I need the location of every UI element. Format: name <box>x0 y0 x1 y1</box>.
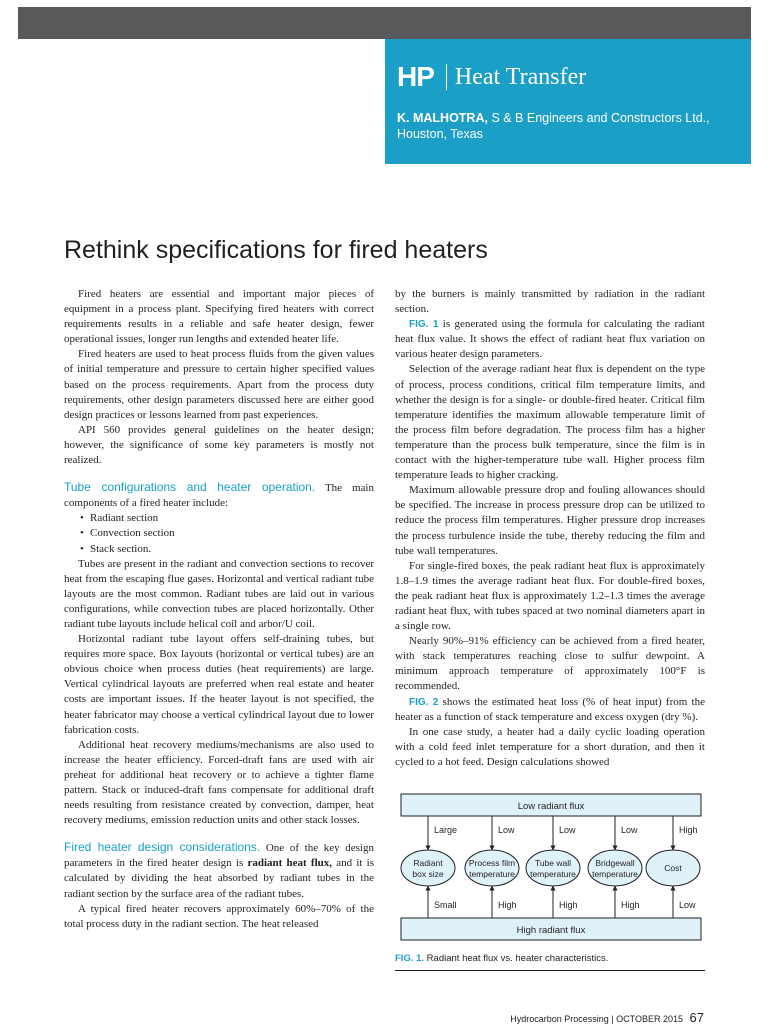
paragraph: Fired heater design considerations. One of the key design parameters in the fired heater design is radiant heat flux, and it is calculated by dividing the heat absorbed by radiant tubes in the radiant section by the surface area of the radiant tubes. <box>64 840 374 900</box>
node-label: Radiant <box>413 858 443 868</box>
figure-caption: FIG. 1. Radiant heat flux vs. heater characteristics. <box>395 953 609 964</box>
node-ellipse <box>401 850 455 886</box>
paragraph: by the burners is mainly transmitted by radiation in the radiant section. <box>395 288 705 316</box>
list-item: • Stack section. <box>90 542 374 557</box>
list-item: • Radiant section <box>90 511 374 526</box>
paragraph: Nearly 90%–91% efficiency can be achieved from a fired heater, with stack temperatures reaching close to sulfur dewpoint. A minimum approach temperature of approximately 100°F is recommended. <box>395 635 705 693</box>
paragraph: Tubes are present in the radiant and convection sections to recover heat from the escaping flue gases. Horizontal and vertical radiant tube layouts are the most common. Radiant tubes are laid out in various configurations, while convection tubes are placed horizontally. Other radiant tube layouts include helical coil and arbor/U coil. <box>64 557 374 630</box>
hp-logo: HP <box>397 61 434 92</box>
page-footer: Hydrocarbon Processing | OCTOBER 2015 67 <box>510 1010 704 1025</box>
node-bottom-value: Low <box>679 900 696 910</box>
section-name: Heat Transfer <box>454 63 587 90</box>
issue-date: OCTOBER 2015 <box>616 1014 684 1024</box>
paragraph: Horizontal radiant tube layout offers self-draining tubes, but requires more space. Box layouts (horizontal or vertical tubes) are an obvious choice when process duties (heat requirements) are large. Vertical cylindrical layouts are preferred when real estate and heater costs are important issues. If the heater layout is not specified, the heater fabricator may choose a vertical cylindrical layout due to lower fabrication costs. <box>64 633 374 736</box>
paragraph: Fired heaters are essential and important major pieces of equipment in a process plant. Specifying fired heaters with correct requirements results in a reliable and safe heater design, fewer operational issues, longer run lengths and extended heater life. <box>64 288 374 346</box>
journal-name: Hydrocarbon Processing <box>510 1014 609 1024</box>
node-ellipse <box>526 850 580 886</box>
node-top-value: High <box>679 825 698 835</box>
page-number: 67 <box>689 1010 704 1025</box>
node-bottom-value: High <box>621 900 640 910</box>
node-label: Process film <box>468 858 516 868</box>
paragraph: Maximum allowable pressure drop and fouling allowances should be specified. The increase in process pressure drop can be utilized to reduce the process film temperatures. Higher pressure drop increases the process turbulence inside the tube, thereby reducing the film and tube wall temperatures. <box>395 484 705 557</box>
paragraph: In one case study, a heater had a daily cyclic loading operation with a cold feed inlet temperature for a short duration, and then it cycled to a hot feed. Design calculations showed <box>395 725 705 768</box>
header-divider <box>446 64 447 90</box>
node-label: Tube wall <box>534 858 572 868</box>
paragraph: API 560 provides general guidelines on the heater design; however, the significance of some key parameters is mostly not realized. <box>64 423 374 467</box>
right-column <box>395 287 705 770</box>
paragraph: FIG. 1 is generated using the formula for calculating the radiant heat flux value. It shows the effect of radiant heat flux variation on various heater design parameters. <box>395 318 705 361</box>
node-label: temperature <box>469 869 515 879</box>
node-bottom-value: High <box>498 900 517 910</box>
node-bottom-value: Small <box>434 900 457 910</box>
node-top-value: Large <box>434 825 458 835</box>
subheading: Fired heater design considerations. <box>64 840 261 855</box>
paragraph: Tube configurations and heater operation. The main components of a fired heater include: <box>64 480 374 510</box>
paragraph: For single-fired boxes, the peak radiant heat flux is approximately 1.8–1.9 times the average radiant heat flux. For double-fired boxes, the peak radiant heat flux is approximately 1.2–1.3 times the average radiant heat flux, with tubes spaced at two nominal diameters apart in a single row. <box>395 559 705 633</box>
subheading: Tube configurations and heater operation. <box>64 480 316 495</box>
figure-label: FIG. 1. <box>395 953 425 964</box>
low-flux-label: Low radiant flux <box>517 801 585 812</box>
node-top-value: Low <box>498 825 515 835</box>
figure-reference[interactable]: FIG. 2 <box>409 696 439 708</box>
node-label: Cost <box>664 863 682 873</box>
paragraph: Additional heat recovery mediums/mechanisms are also used to increase the heater efficiency. Forced-draft fans are used with air preheat for additional heat recovery or to achieve a tighter flame pattern. Stack or induced-draft fans compensate for additional draft needs resulting from resistance created by convection, damper, heat recovery mediums, emission reduction units and other stack losses. <box>64 738 374 827</box>
node-label: temperature <box>592 869 638 879</box>
author-affiliation: S & B Engineers and Constructors Ltd., Houston, Texas <box>397 111 710 141</box>
author-line <box>397 110 751 142</box>
left-column <box>64 287 374 932</box>
node-label: temperature <box>530 869 576 879</box>
section-header-box <box>385 39 751 164</box>
paragraph: Selection of the average radiant heat flux is dependent on the type of process, process conditions, critical film temperature limits, and whether the design is for a single- or double-fired heater. Critical film temperature identifies the maximum allowable temperature limit of the process film before degradation. The process film has a higher temperature than the process bulk temperature, since the film is in contact with the higher-temperature tube wall. Higher process film temperature leads to higher cracking. <box>395 363 705 482</box>
node-label: Bridgewall <box>595 858 635 868</box>
component-list <box>64 511 374 556</box>
node-label: box size <box>412 869 444 879</box>
figure-1-diagram <box>398 792 704 947</box>
high-flux-label: High radiant flux <box>516 925 586 936</box>
paragraph: FIG. 2 shows the estimated heat loss (% of heat input) from the heater as a function of stack temperature and excess oxygen (dry %). <box>395 695 705 723</box>
article-title: Rethink specifications for fired heaters <box>64 236 488 264</box>
paragraph: A typical fired heater recovers approximately 60%–70% of the total process duty in the radiant section. The heat released <box>64 902 374 930</box>
node-top-value: Low <box>559 825 576 835</box>
top-bar <box>18 7 751 39</box>
caption-rule <box>395 970 705 971</box>
list-item: • Convection section <box>90 526 374 541</box>
node-bottom-value: High <box>559 900 578 910</box>
node-ellipse <box>465 850 519 886</box>
node-ellipse <box>588 850 642 886</box>
author-name: K. MALHOTRA, <box>397 111 488 125</box>
figure-reference[interactable]: FIG. 1 <box>409 319 439 331</box>
node-top-value: Low <box>621 825 638 835</box>
paragraph: Fired heaters are used to heat process fluids from the given values of initial temperature and pressure to certain higher specified values based on the process requirements. Apart from the process duty requirements, other design parameters discussed here are either good design practices or lessons learned from past experiences. <box>64 348 374 421</box>
